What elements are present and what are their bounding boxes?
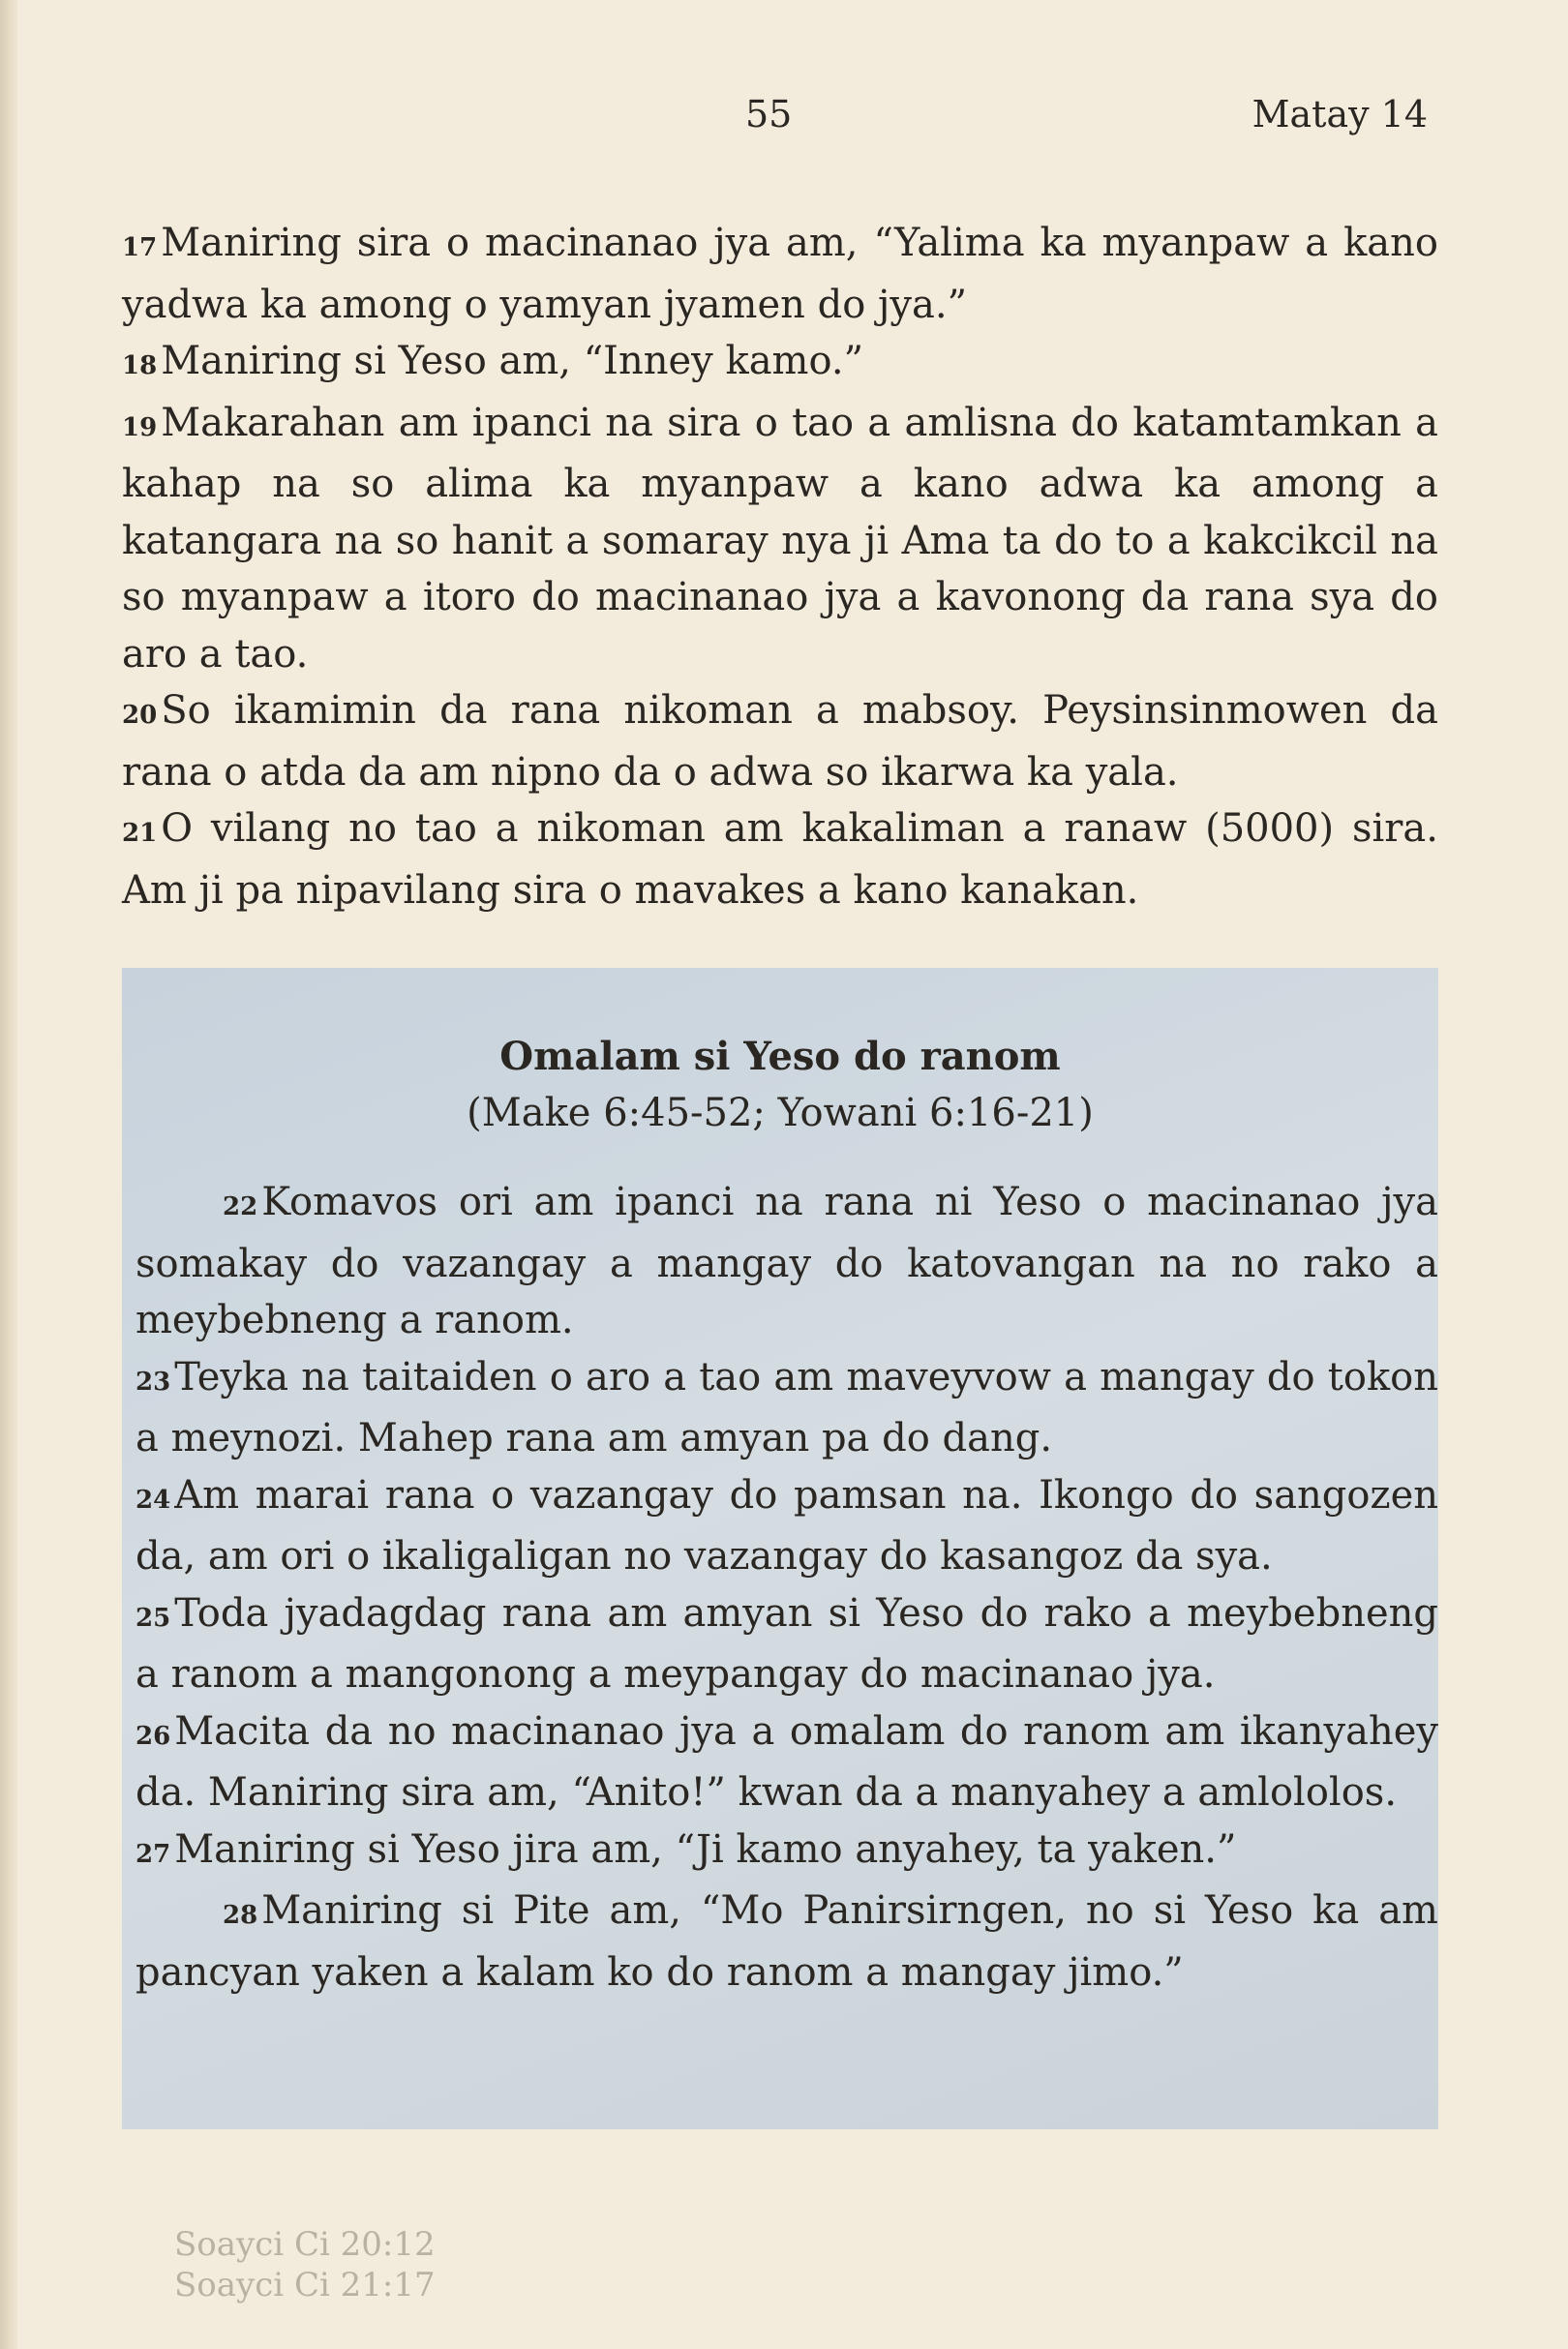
parallel-references: (Make 6:45-52; Yowani 6:16-21) [467, 1091, 1094, 1135]
verse-19 [122, 395, 1438, 683]
bleed-through-text [174, 2224, 436, 2305]
verse-text: Komavos ori am ipanci na rana ni Yeso o macinanao jya somakay do vazangay a mangay do katovangan na no rako a meybebneng a ranom. [136, 1180, 1438, 1342]
verse-text: Maniring sira o macinanao jya am, “Yalima ka myanpaw a kano yadwa ka among o yamyan jyamen do jya.” [122, 221, 1438, 327]
verse-20 [122, 682, 1438, 800]
verse-number: 21 [122, 819, 158, 848]
lower-verses [136, 1174, 1438, 2001]
verse-number: 25 [136, 1603, 171, 1633]
verse-text: Macita da no macinanao jya a omalam do ranom am ikanyahey da. Maniring sira am, “Anito!” kwan da a manyahey a amlololos. [136, 1708, 1438, 1815]
verse-number: 24 [136, 1485, 171, 1515]
verse-27 [136, 1822, 1438, 1883]
verse-28 [136, 1882, 1438, 2001]
verse-number: 18 [122, 351, 158, 380]
verse-23 [136, 1349, 1438, 1467]
verse-text: Maniring si Pite am, “Mo Panirsirngen, no si Yeso ka am pancyan yaken a kalam ko do ranom a mangay jimo.” [136, 1888, 1438, 1995]
bleed-through-line: Soayci Ci 21:17 [174, 2266, 436, 2304]
section-heading [122, 1029, 1438, 1141]
running-head: Matay 14 [1251, 93, 1428, 136]
page-spine-shadow [0, 0, 17, 2349]
verse-text: Maniring si Yeso am, “Inney kamo.” [161, 339, 864, 383]
verse-text: Maniring si Yeso jira am, “Ji kamo anyahey, ta yaken.” [174, 1826, 1237, 1872]
section-title: Omalam si Yeso do ranom [499, 1034, 1061, 1079]
verse-18 [122, 333, 1438, 395]
verse-number: 26 [136, 1721, 171, 1751]
verse-number: 22 [223, 1192, 258, 1221]
upper-verses [122, 215, 1438, 919]
verse-24 [136, 1467, 1438, 1585]
verse-text: Makarahan am ipanci na sira o tao a amlisna do katamtamkan a kahap na so alima ka myanpaw a kano adwa ka among a katangara na so hanit a somaray nya ji Ama ta do to a kakcikcil na so myanpaw a itoro do macinanao jya a kavonong da rana sya do aro a tao. [122, 400, 1438, 677]
verse-25 [136, 1585, 1438, 1703]
verse-22 [136, 1174, 1438, 1349]
verse-26 [136, 1703, 1438, 1822]
verse-text: Am marai rana o vazangay do pamsan na. Ikongo do sangozen da, am ori o ikaligaligan no vazangay do kasangoz da sya. [136, 1472, 1438, 1579]
verse-number: 23 [136, 1367, 171, 1397]
verse-number: 19 [122, 412, 158, 442]
page-number: 55 [745, 93, 793, 136]
verse-number: 17 [122, 233, 158, 262]
verse-21 [122, 800, 1438, 919]
verse-text: O vilang no tao a nikoman am kakaliman a ranaw (5000) sira. Am ji pa nipavilang sira o mavakes a kano kanakan. [122, 806, 1438, 913]
page-header [0, 93, 1568, 151]
verse-text: So ikamimin da rana nikoman a mabsoy. Peysinsinmowen da rana o atda da am nipno da o adwa so ikarwa ka yala. [122, 688, 1438, 795]
verse-number: 27 [136, 1839, 171, 1869]
verse-text: Toda jyadagdag rana am amyan si Yeso do rako a meybebneng a ranom a mangonong a meypangay do macinanao jya. [136, 1590, 1438, 1697]
bleed-through-line: Soayci Ci 20:12 [174, 2225, 436, 2264]
verse-number: 20 [122, 701, 158, 730]
verse-text: Teyka na taitaiden o aro a tao am maveyvow a mangay do tokon a meynozi. Mahep rana am amyan pa do dang. [136, 1354, 1438, 1461]
verse-number: 28 [223, 1901, 258, 1930]
verse-17 [122, 215, 1438, 333]
